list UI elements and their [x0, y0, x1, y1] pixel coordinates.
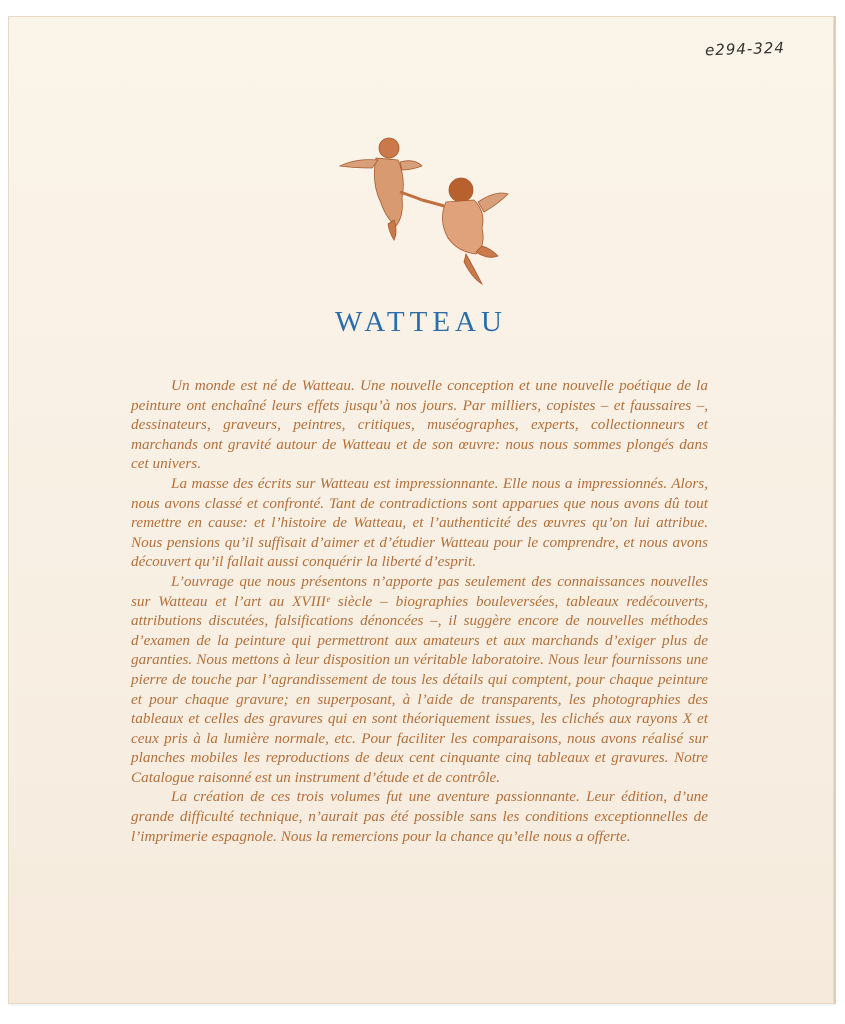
page-title: WATTEAU — [335, 306, 507, 338]
two-cherubs-icon — [326, 128, 526, 298]
paragraph: Un monde est né de Watteau. Une nouvelle conception et une nouvelle poétique de la peinture ont enchaîné leurs effets jusqu’à nos jours. Par milliers, copistes – et faussaires –, dessinateurs, graveurs, peintres, critiques, muséographes, experts, collectionneurs et marchands ont gravité autour de Watteau et de son œuvre: nous nous sommes plongés dans cet univers. — [131, 377, 708, 473]
paragraph: La création de ces trois volumes fut une aventure passionnante. Leur édition, d’une grande difficulté technique, n’aurait pas été possible sans les conditions exceptionnelles de l’imprimerie espagnole. Nous la remercions pour la chance qu’elle nous a offerte. — [131, 788, 708, 845]
paragraph: La masse des écrits sur Watteau est impressionnante. Elle nous a impressionnés. Alors, nous avons classé et confronté. Tant de contradictions sont apparues que nous avons dû tout remettre en cause: et l’histoire de Watteau, et l’authenticité des œuvres qu’on lui attribue. Nous pensions qu’il suffisait d’aimer et d’étudier Watteau pour le comprendre, et nous avons découvert qu’il fallait aussi conquérir la liberté d’esprit. — [131, 474, 708, 571]
inventory-mark: e294-324 — [704, 38, 786, 60]
body-text — [131, 376, 708, 846]
page-edge — [834, 16, 836, 1004]
paragraph: L’ouvrage que nous présentons n’apporte pas seulement des connaissances nouvelles sur Watteau et l’art au XVIIIᵉ siècle – biographies bouleversées, tableaux redécouverts, attributions discutées, falsifications dénoncées –, il suggère encore de nouvelles méthodes d’examen de la peinture qui permettront aux amateurs et aux marchands d’exiger plus de garanties. Nous mettons à leur disposition un véritable laboratoire. Nous leur fournissons une pierre de touche par l’agrandissement de tous les détails qui comptent, pour chaque peinture et pour chaque gravure; en superposant, à l’aide de transparents, les photographies des tableaux et celles des gravures qui en sont théoriquement issues, les clichés aux rayons X et ceux pris à la lumière normale, etc. Pour faciliter les comparaisons, nous avons réalisé sur planches mobiles les reproductions de deux cent cinquante cinq tableaux et gravures. Notre Catalogue raisonné est un instrument d’étude et de contrôle. — [131, 572, 708, 786]
page — [8, 16, 834, 1004]
